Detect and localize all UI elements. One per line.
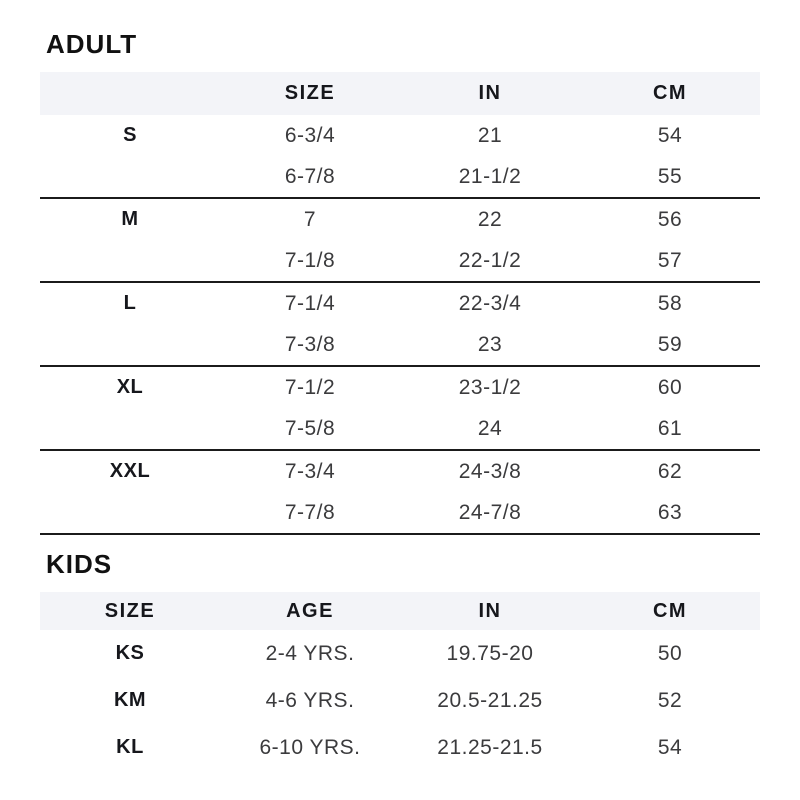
cm-cell: 56 (657, 207, 683, 231)
cm-cell: 50 (657, 641, 683, 665)
adult-column-header-in: IN (478, 82, 502, 104)
age-cell: 4-6 YRS. (265, 688, 355, 712)
adult-column-header-cm: CM (652, 82, 688, 104)
table-row (40, 324, 760, 365)
inches-cell: 21.25-21.5 (437, 735, 543, 759)
size-label-cell: XXL (109, 460, 151, 482)
size-label-cell: KM (113, 689, 147, 711)
cm-cell: 57 (657, 248, 683, 272)
adult-size-group-xl (40, 367, 760, 451)
table-row (40, 240, 760, 281)
cm-cell: 54 (657, 123, 683, 147)
inches-cell: 22-1/2 (458, 248, 522, 272)
table-row (40, 115, 760, 156)
adult-size-table (40, 72, 760, 535)
inches-cell: 24-7/8 (458, 500, 522, 524)
kids-section-title: KIDS (46, 549, 113, 579)
inches-cell: 22 (477, 207, 503, 231)
adult-size-group-xxl (40, 451, 760, 535)
table-row (40, 283, 760, 324)
inches-cell: 24 (477, 416, 503, 440)
adult-size-group-m (40, 199, 760, 283)
kids-table-header-row (40, 592, 760, 630)
hat-size-cell: 7-3/4 (284, 459, 336, 483)
age-cell: 2-4 YRS. (265, 641, 355, 665)
adult-table-header-row (40, 72, 760, 115)
cm-cell: 63 (657, 500, 683, 524)
inches-cell: 24-3/8 (458, 459, 522, 483)
hat-size-cell: 7-3/8 (284, 332, 336, 356)
hat-size-cell: 7-1/2 (284, 375, 336, 399)
size-label-cell: M (121, 208, 139, 230)
cm-cell: 60 (657, 375, 683, 399)
cm-cell: 55 (657, 164, 683, 188)
inches-cell: 22-3/4 (458, 291, 522, 315)
kids-column-header-age: AGE (286, 599, 334, 622)
hat-size-cell: 6-7/8 (284, 164, 336, 188)
size-label-cell: L (123, 292, 137, 314)
table-row (40, 677, 760, 724)
cm-cell: 52 (657, 688, 683, 712)
table-row (40, 451, 760, 492)
table-row (40, 492, 760, 533)
cm-cell: 61 (657, 416, 683, 440)
kids-column-header-in: IN (478, 599, 502, 622)
cm-cell: 59 (657, 332, 683, 356)
table-row (40, 156, 760, 197)
size-label-cell: S (123, 124, 137, 146)
size-label-cell: XL (116, 376, 144, 398)
table-row (40, 408, 760, 449)
table-row (40, 199, 760, 240)
cm-cell: 62 (657, 459, 683, 483)
kids-size-table (40, 592, 760, 771)
hat-size-cell: 7-7/8 (284, 500, 336, 524)
size-chart-content (40, 0, 760, 771)
adult-size-group-s (40, 115, 760, 199)
hat-size-cell: 7 (303, 207, 317, 231)
table-row (40, 724, 760, 771)
adult-column-header-size: SIZE (284, 82, 336, 104)
kids-column-header-size: SIZE (104, 599, 156, 622)
cm-cell: 58 (657, 291, 683, 315)
cm-cell: 54 (657, 735, 683, 759)
adult-size-group-l (40, 283, 760, 367)
size-label-cell: KS (115, 642, 145, 664)
adult-section-title: ADULT (46, 29, 138, 59)
inches-cell: 19.75-20 (446, 641, 534, 665)
hat-size-cell: 7-1/4 (284, 291, 336, 315)
age-cell: 6-10 YRS. (259, 735, 361, 759)
hat-size-cell: 6-3/4 (284, 123, 336, 147)
inches-cell: 20.5-21.25 (437, 688, 543, 712)
size-label-cell: KL (116, 736, 144, 758)
table-row (40, 630, 760, 677)
kids-column-header-cm: CM (652, 599, 688, 622)
inches-cell: 21-1/2 (458, 164, 522, 188)
inches-cell: 23-1/2 (458, 375, 522, 399)
hat-size-cell: 7-1/8 (284, 248, 336, 272)
table-row (40, 367, 760, 408)
hat-size-cell: 7-5/8 (284, 416, 336, 440)
inches-cell: 21 (477, 123, 503, 147)
inches-cell: 23 (477, 332, 503, 356)
